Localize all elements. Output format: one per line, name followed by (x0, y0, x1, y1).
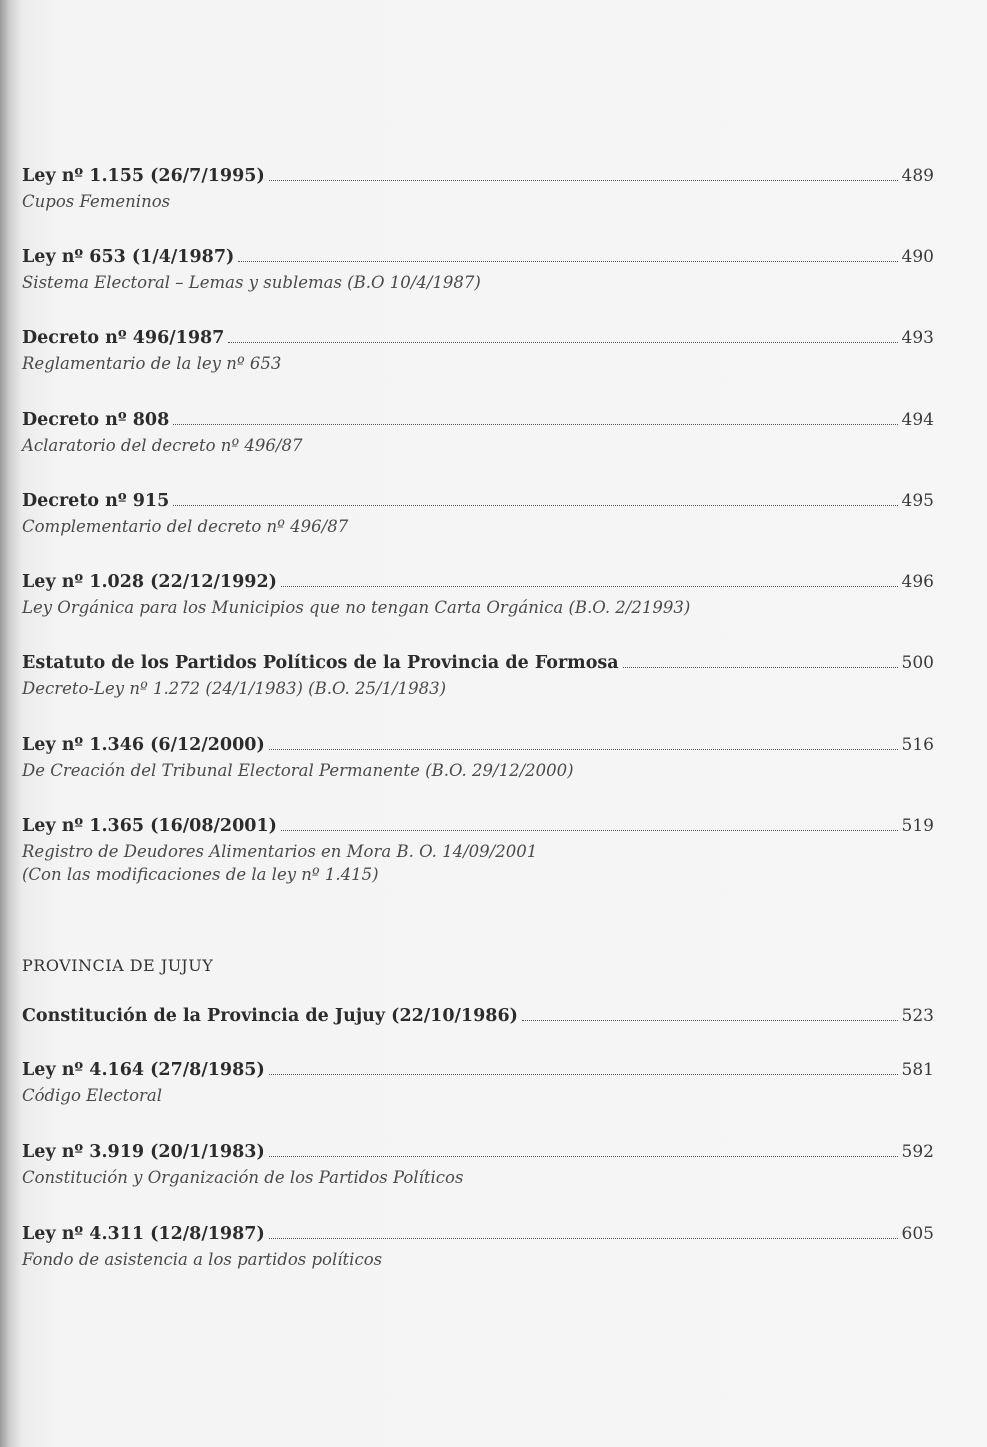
entry-title: Decreto nº 496/1987 (22, 328, 225, 348)
leader-dots (281, 585, 898, 587)
page-number: 605 (901, 1224, 934, 1244)
page-number: 516 (901, 735, 934, 755)
entry-description: Código Electoral (22, 1086, 163, 1105)
entry-description: Ley Orgánica para los Municipios que no tengan Carta Orgánica (B.O. 2/21993) (22, 598, 691, 617)
entry-title: Ley nº 1.155 (26/7/1995) (22, 166, 265, 186)
leader-dots (269, 1237, 898, 1239)
toc-entry[interactable] (22, 1142, 934, 1187)
entry-title: Ley nº 4.311 (12/8/1987) (22, 1224, 265, 1244)
leader-dots (281, 829, 898, 831)
leader-dots (522, 1019, 898, 1021)
leader-dots (269, 179, 898, 181)
toc-entry[interactable] (22, 735, 934, 780)
toc-entry[interactable] (22, 247, 934, 292)
page-number: 581 (901, 1060, 934, 1080)
entry-description: Complementario del decreto nº 496/87 (22, 517, 349, 536)
page-number: 592 (901, 1142, 934, 1162)
entry-title: Ley nº 1.028 (22/12/1992) (22, 572, 277, 592)
page-number: 500 (901, 653, 934, 673)
leader-dots (173, 504, 897, 506)
leader-dots (238, 260, 897, 262)
entry-description: (Con las modificaciones de la ley nº 1.415) (22, 865, 379, 884)
entry-description: Sistema Electoral – Lemas y sublemas (B.O 10/4/1987) (22, 273, 481, 292)
entry-description: Constitución y Organización de los Partidos Políticos (22, 1168, 464, 1187)
entry-title: Estatuto de los Partidos Políticos de la Provincia de Formosa (22, 653, 619, 673)
entry-title: Ley nº 4.164 (27/8/1985) (22, 1060, 265, 1080)
leader-dots (623, 666, 898, 668)
leader-dots (269, 748, 898, 750)
page-number: 495 (901, 491, 934, 511)
entry-description: De Creación del Tribunal Electoral Permanente (B.O. 29/12/2000) (22, 761, 574, 780)
entry-title: Ley nº 3.919 (20/1/1983) (22, 1142, 265, 1162)
toc-entry[interactable] (22, 166, 934, 211)
page-number: 494 (901, 410, 934, 430)
entry-title: Ley nº 1.365 (16/08/2001) (22, 816, 277, 836)
toc-entry[interactable] (22, 653, 934, 698)
entry-description: Cupos Femeninos (22, 192, 171, 211)
entry-title: Decreto nº 915 (22, 491, 170, 511)
entry-description: Decreto-Ley nº 1.272 (24/1/1983) (B.O. 25/1/1983) (22, 679, 447, 698)
toc-entry[interactable] (22, 1060, 934, 1105)
section-heading: PROVINCIA DE JUJUY (22, 956, 214, 975)
entry-description: Registro de Deudores Alimentarios en Mora B. O. 14/09/2001 (22, 842, 538, 861)
page-number: 489 (901, 166, 934, 186)
entry-title: Ley nº 653 (1/4/1987) (22, 247, 235, 267)
page-number: 490 (901, 247, 934, 267)
leader-dots (228, 341, 897, 343)
page-number: 519 (901, 816, 934, 836)
entry-description: Aclaratorio del decreto nº 496/87 (22, 436, 303, 455)
entry-description: Fondo de asistencia a los partidos políticos (22, 1250, 383, 1269)
toc-entry[interactable] (22, 491, 934, 536)
toc-entry[interactable] (22, 816, 934, 884)
entry-title: Decreto nº 808 (22, 410, 170, 430)
toc-entry[interactable] (22, 1006, 934, 1026)
page-number: 523 (901, 1006, 934, 1026)
leader-dots (173, 423, 897, 425)
toc-entry[interactable] (22, 572, 934, 617)
entry-description: Reglamentario de la ley nº 653 (22, 354, 282, 373)
toc-entry[interactable] (22, 410, 934, 455)
leader-dots (269, 1073, 898, 1075)
leader-dots (269, 1155, 898, 1157)
entry-title: Constitución de la Provincia de Jujuy (22/10/1986) (22, 1006, 518, 1026)
page-number: 493 (901, 328, 934, 348)
page-number: 496 (901, 572, 934, 592)
toc-entry[interactable] (22, 1224, 934, 1269)
entry-title: Ley nº 1.346 (6/12/2000) (22, 735, 265, 755)
toc-entry[interactable] (22, 328, 934, 373)
